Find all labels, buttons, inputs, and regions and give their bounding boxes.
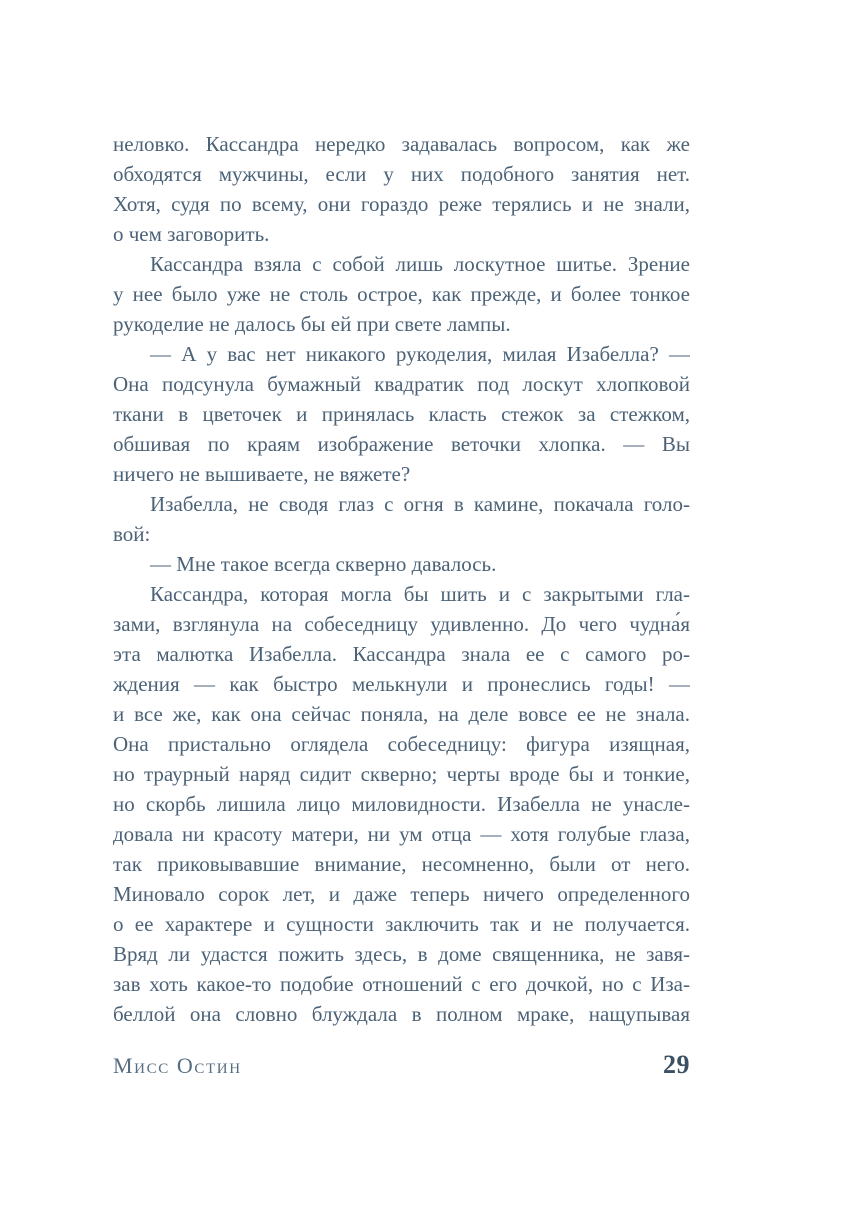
text-line: неловко. Кассандра нередко задавалась вопросом, как же [113,132,690,156]
text-line: у нее было уже не столь острое, как прежде, и более тонкое [113,282,690,306]
text-line: Миновало сорок лет, и даже теперь ничего определенного [113,882,690,906]
text-line: довала ни красоту матери, ни ум отца — хотя голубые глаза, [113,822,690,846]
paragraph [113,549,690,579]
text-line: но траурный наряд сидит скверно; черты вроде бы и тонкие, [113,762,690,786]
text-line: зами, взглянула на собеседницу удивленно. До чего чудна́я [113,612,690,636]
text-line: Хотя, судя по всему, они гораздо реже терялись и не знали, [113,192,690,216]
paragraph [113,339,690,489]
text-line: но скорбь лишила лицо миловидности. Изабелла не унасле- [113,792,690,816]
text-line: ждения — как быстро мелькнули и пронеслись годы! — [113,672,690,696]
page-number: 29 [663,1050,690,1079]
text-line: Она пристально оглядела собеседницу: фигура изящная, [113,732,690,756]
paragraph [113,489,690,549]
paragraph [113,129,690,249]
text-line: эта малютка Изабелла. Кассандра знала ее с самого ро- [113,642,690,666]
paragraph [113,579,690,1029]
text-line: Вряд ли удастся пожить здесь, в доме священника, не завя- [113,942,690,966]
text-line: зав хоть какое-то подобие отношений с его дочкой, но с Иза- [113,972,690,996]
text-line: о ее характере и сущности заключить так и не получается. [113,912,690,936]
text-line: ткани в цветочек и принялась класть стежок за стежком, [113,402,690,426]
page-footer [113,1050,690,1081]
text-line: Она подсунула бумажный квадратик под лоскут хлопковой [113,372,690,396]
text-line: рукоделие не далось бы ей при свете лампы. [113,312,511,336]
text-line: так приковывавшие внимание, несомненно, были от него. [113,852,690,876]
text-line: — А у вас нет никакого рукоделия, милая Изабелла? — [150,342,690,366]
text-line: обходятся мужчины, если у них подобного занятия нет. [113,162,690,186]
text-line: вой: [113,522,151,546]
text-line: Кассандра взяла с собой лишь лоскутное шитье. Зрение [150,252,690,276]
text-line: и все же, как она сейчас поняла, на деле вовсе ее не знала. [113,702,690,726]
text-line: беллой она словно блуждала в полном мраке, нащупывая [113,1002,690,1026]
text-line: Изабелла, не сводя глаз с огня в камине, покачала голо- [150,492,690,516]
text-line: — Мне такое всегда скверно давалось. [150,552,497,576]
text-line: Кассандра, которая могла бы шить и с закрытыми гла- [150,582,690,606]
text-block [113,129,690,1029]
paragraph [113,249,690,339]
running-title: Мисс Остин [113,1053,242,1078]
text-line: обшивая по краям изображение веточки хлопка. — Вы [113,432,690,456]
text-line: ничего не вышиваете, не вяжете? [113,462,411,486]
text-line: о чем заговорить. [113,222,270,246]
